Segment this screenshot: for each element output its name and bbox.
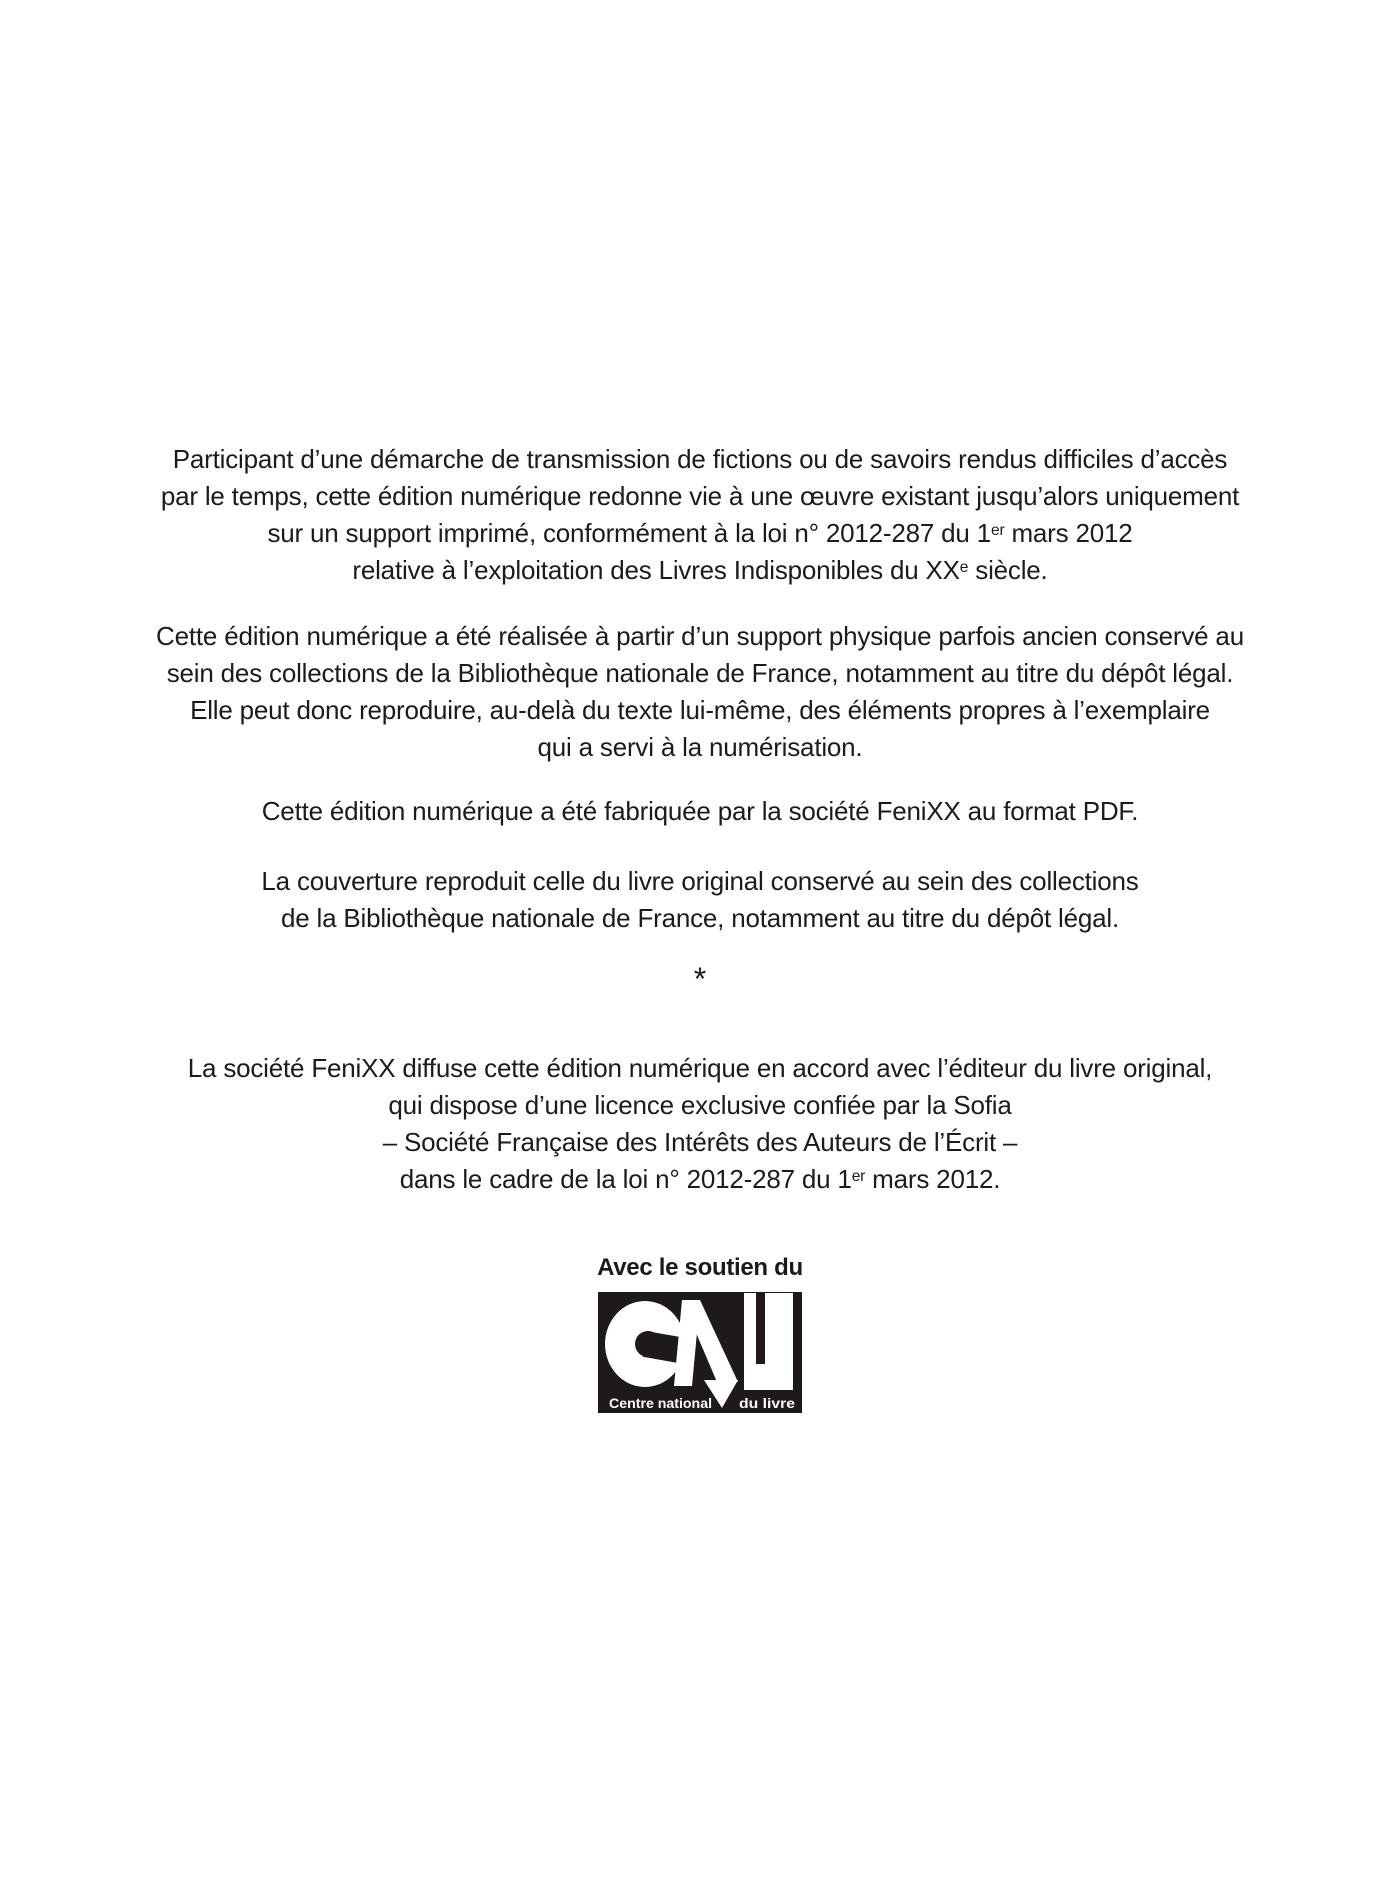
text-line: La couverture reproduit celle du livre original conservé au sein des collections (261, 866, 1139, 896)
text-line: de la Bibliothèque nationale de France, notamment au titre du dépôt légal. (281, 903, 1119, 933)
text-line: qui dispose d’une licence exclusive confiée par la Sofia (388, 1090, 1012, 1120)
text-segment: relative à l’exploitation des Livres Indisponibles du XX (352, 555, 960, 585)
text-line: La société FeniXX diffuse cette édition numérique en accord avec l’éditeur du livre original, (187, 1053, 1213, 1083)
text-segment: siècle. (968, 555, 1048, 585)
cnl-support-block (0, 1253, 1400, 1418)
cnl-support-caption: Avec le soutien du (597, 1254, 803, 1281)
legal-paragraph-2 (0, 618, 1400, 766)
text-segment: dans le cadre de la loi n° 2012-287 du 1 (399, 1164, 852, 1194)
legal-paragraph-5 (0, 1050, 1400, 1198)
cnl-label-du-livre: du livre (739, 1395, 796, 1411)
legal-paragraph-4 (0, 863, 1400, 937)
asterisk-separator: * (693, 961, 707, 997)
text-line: Elle peut donc reproduire, au-delà du texte lui-même, des éléments propres à l’exemplaire (190, 695, 1210, 725)
text-segment: sur un support imprimé, conformément à la loi n° 2012-287 du 1 (267, 518, 991, 548)
cnl-label-centre-national: Centre national (609, 1395, 712, 1411)
cnl-logo (598, 1292, 802, 1413)
text-line (0, 515, 1400, 552)
text-line: par le temps, cette édition numérique redonne vie à une œuvre existant jusqu’alors uniquement (160, 481, 1240, 511)
legal-paragraph-1 (0, 441, 1400, 589)
text-segment: mars 2012 (1004, 518, 1133, 548)
superscript: er (851, 1167, 866, 1185)
superscript: e (959, 558, 969, 576)
legal-paragraph-3 (0, 793, 1400, 830)
text-line: qui a servi à la numérisation. (537, 732, 863, 762)
text-line: Cette édition numérique a été fabriquée par la société FeniXX au format PDF. (261, 796, 1139, 826)
text-line: Participant d’une démarche de transmission de fictions ou de savoirs rendus difficiles d’accès (172, 444, 1228, 474)
text-line: Cette édition numérique a été réalisée à partir d’un support physique parfois ancien conservé au (156, 621, 1244, 651)
text-line: – Société Française des Intérêts des Auteurs de l’Écrit – (382, 1127, 1018, 1157)
text-line (0, 1161, 1400, 1198)
superscript: er (990, 521, 1005, 539)
text-line: sein des collections de la Bibliothèque nationale de France, notamment au titre du dépôt légal. (166, 658, 1234, 688)
text-line (0, 552, 1400, 589)
text-segment: mars 2012. (865, 1164, 1001, 1194)
